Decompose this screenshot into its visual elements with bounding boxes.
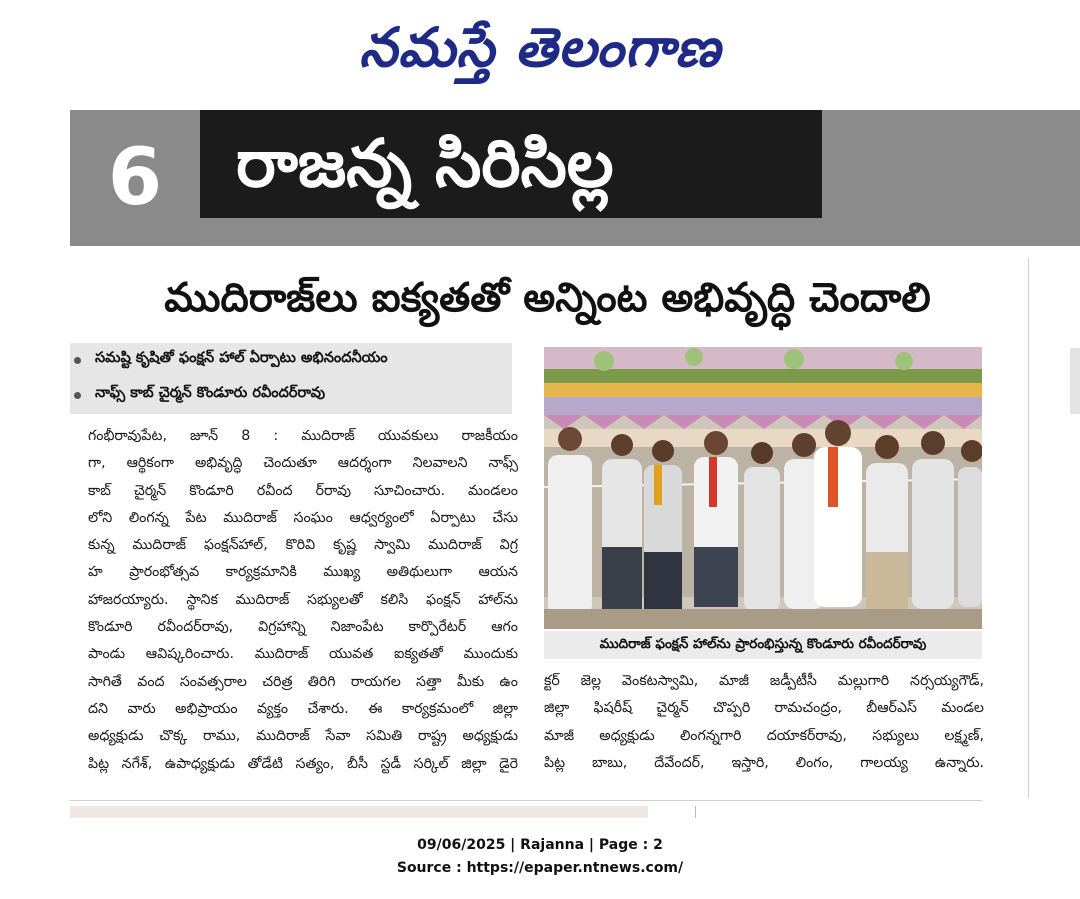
article-line: కొండూరి రవీందర్‌రావు, విగ్రహాన్ని నిజాంపేట కార్పొరేటర్ ఆగం — [88, 619, 518, 636]
highlight-text: నాఫ్స్ కాబ్ చైర్మన్ కొండూరు రవీందర్‌రావు — [95, 385, 326, 401]
column-rule — [1028, 258, 1029, 798]
page-number: 6 — [70, 110, 200, 246]
article-line: దని వారు అభిప్రాయం వ్యక్తం చేశారు. ఈ కార్యక్రమంలో జిల్లా — [88, 700, 518, 717]
adjacent-article-box — [1070, 348, 1080, 414]
section-title-box — [200, 110, 822, 218]
highlight-item — [74, 346, 388, 374]
article-line: హ ప్రారంభోత్సవ కార్యక్రమానికి ముఖ్య అతిథులుగా ఆయన — [88, 564, 518, 581]
article-body-column-1 — [88, 423, 518, 778]
section-title: రాజన్న సిరిసిల్ల — [236, 125, 614, 202]
highlight-item — [74, 381, 325, 409]
article-line: అధ్యక్షుడు చొక్క రాము, ముదిరాజ్ సేవా సమితి రాష్ట్ర అధ్యక్షుడు — [88, 728, 518, 745]
article-line: పిట్ల నగేశ్, ఉపాధ్యక్షుడు తోడేటి సత్యం, బీసీ స్టడీ సర్కిల్ జిల్లా డైరె — [88, 755, 518, 772]
article-line: క్టర్ జెల్ల వెంకటస్వామి, మాజీ జడ్పీటీసీ మల్లుగారి నర్సయ్యగౌడ్, — [544, 673, 984, 689]
bottom-divider — [70, 800, 982, 801]
bullet-icon — [74, 357, 81, 364]
article-line: కున్న ముదిరాజ్ ఫంక్షన్‌హాల్, కొరివి కృష్ణ స్వామి ముదిరాజ్ విగ్ర — [88, 537, 518, 554]
footer-date-edition: 09/06/2025 | Rajanna | Page : 2 — [417, 837, 663, 853]
section-band-lower — [200, 218, 1080, 246]
footer-source: Source : https://epaper.ntnews.com/ — [396, 860, 684, 876]
article-photo — [544, 347, 982, 629]
page-footer — [0, 834, 1080, 880]
article-line: సాగితే వంద సంవత్సరాల చరిత్ర తిరిగి రాయగల సత్తా మీకు ఉం — [88, 673, 518, 690]
highlight-text: సమష్టి కృషితో ఫంక్షన్ హాల్ ఏర్పాటు అభినందనీయం — [95, 350, 388, 366]
article-line: మాజీ అధ్యక్షుడు లింగన్నగారి దయాకర్‌రావు, సభ్యులు లక్ష్మణ్, — [544, 727, 984, 744]
article-headline: ముదిరాజ్‌లు ఐక్యతతో అన్నింట అభివృద్ధి చెందాలి — [164, 275, 931, 321]
photo-caption: ముదిరాజ్ ఫంక్షన్ హాల్‌ను ప్రారంభిస్తున్న కొండూరు రవీందర్‌రావు — [544, 631, 982, 659]
masthead — [0, 0, 1080, 96]
photo-illustration — [544, 347, 982, 629]
article-line: హాజరయ్యారు. స్థానిక ముదిరాజ్ సభ్యులతో కలిసి ఫంక్షన్ హాల్‌ను — [88, 591, 518, 608]
article-line: పిట్ల బాబు, దేవేందర్, ఇస్తారి, లింగం, గాలయ్య ఉన్నారు. — [544, 754, 984, 771]
article-line: జిల్లా ఫిషరీష్ చైర్మన్ చొప్పరి రామచంద్రం, బీఆర్ఎస్ మండల — [544, 700, 984, 717]
next-article-strip — [70, 806, 648, 818]
bullet-icon — [74, 392, 81, 399]
article-line: పాండు ఆవిష్కరించారు. ముదిరాజ్ యువత ఐక్యతతో ముందుకు — [88, 646, 518, 663]
article-line: గా, ఆర్థికంగా అభివృద్ధి చెందుతూ ఆదర్శంగా నిలవాలని నాఫ్స్ — [88, 455, 518, 472]
article-line: లోని లింగన్న పేట ముదిరాజ్ సంఘం ఆధ్వర్యంలో ఏర్పాటు చేసు — [88, 509, 518, 526]
article-body-column-2 — [544, 668, 984, 777]
newspaper-logo: నమస్తే తెలంగాణ — [359, 16, 721, 79]
next-article-rule — [695, 806, 696, 818]
article-line: గంభీరావుపేట, జూన్ 8 : ముదిరాజ్ యువకులు రాజకీయం — [88, 428, 518, 444]
article-line: కాబ్ చైర్మన్ కొండూరి రవీంద ర్‌రావు సూచించారు. మండలం — [88, 482, 518, 499]
